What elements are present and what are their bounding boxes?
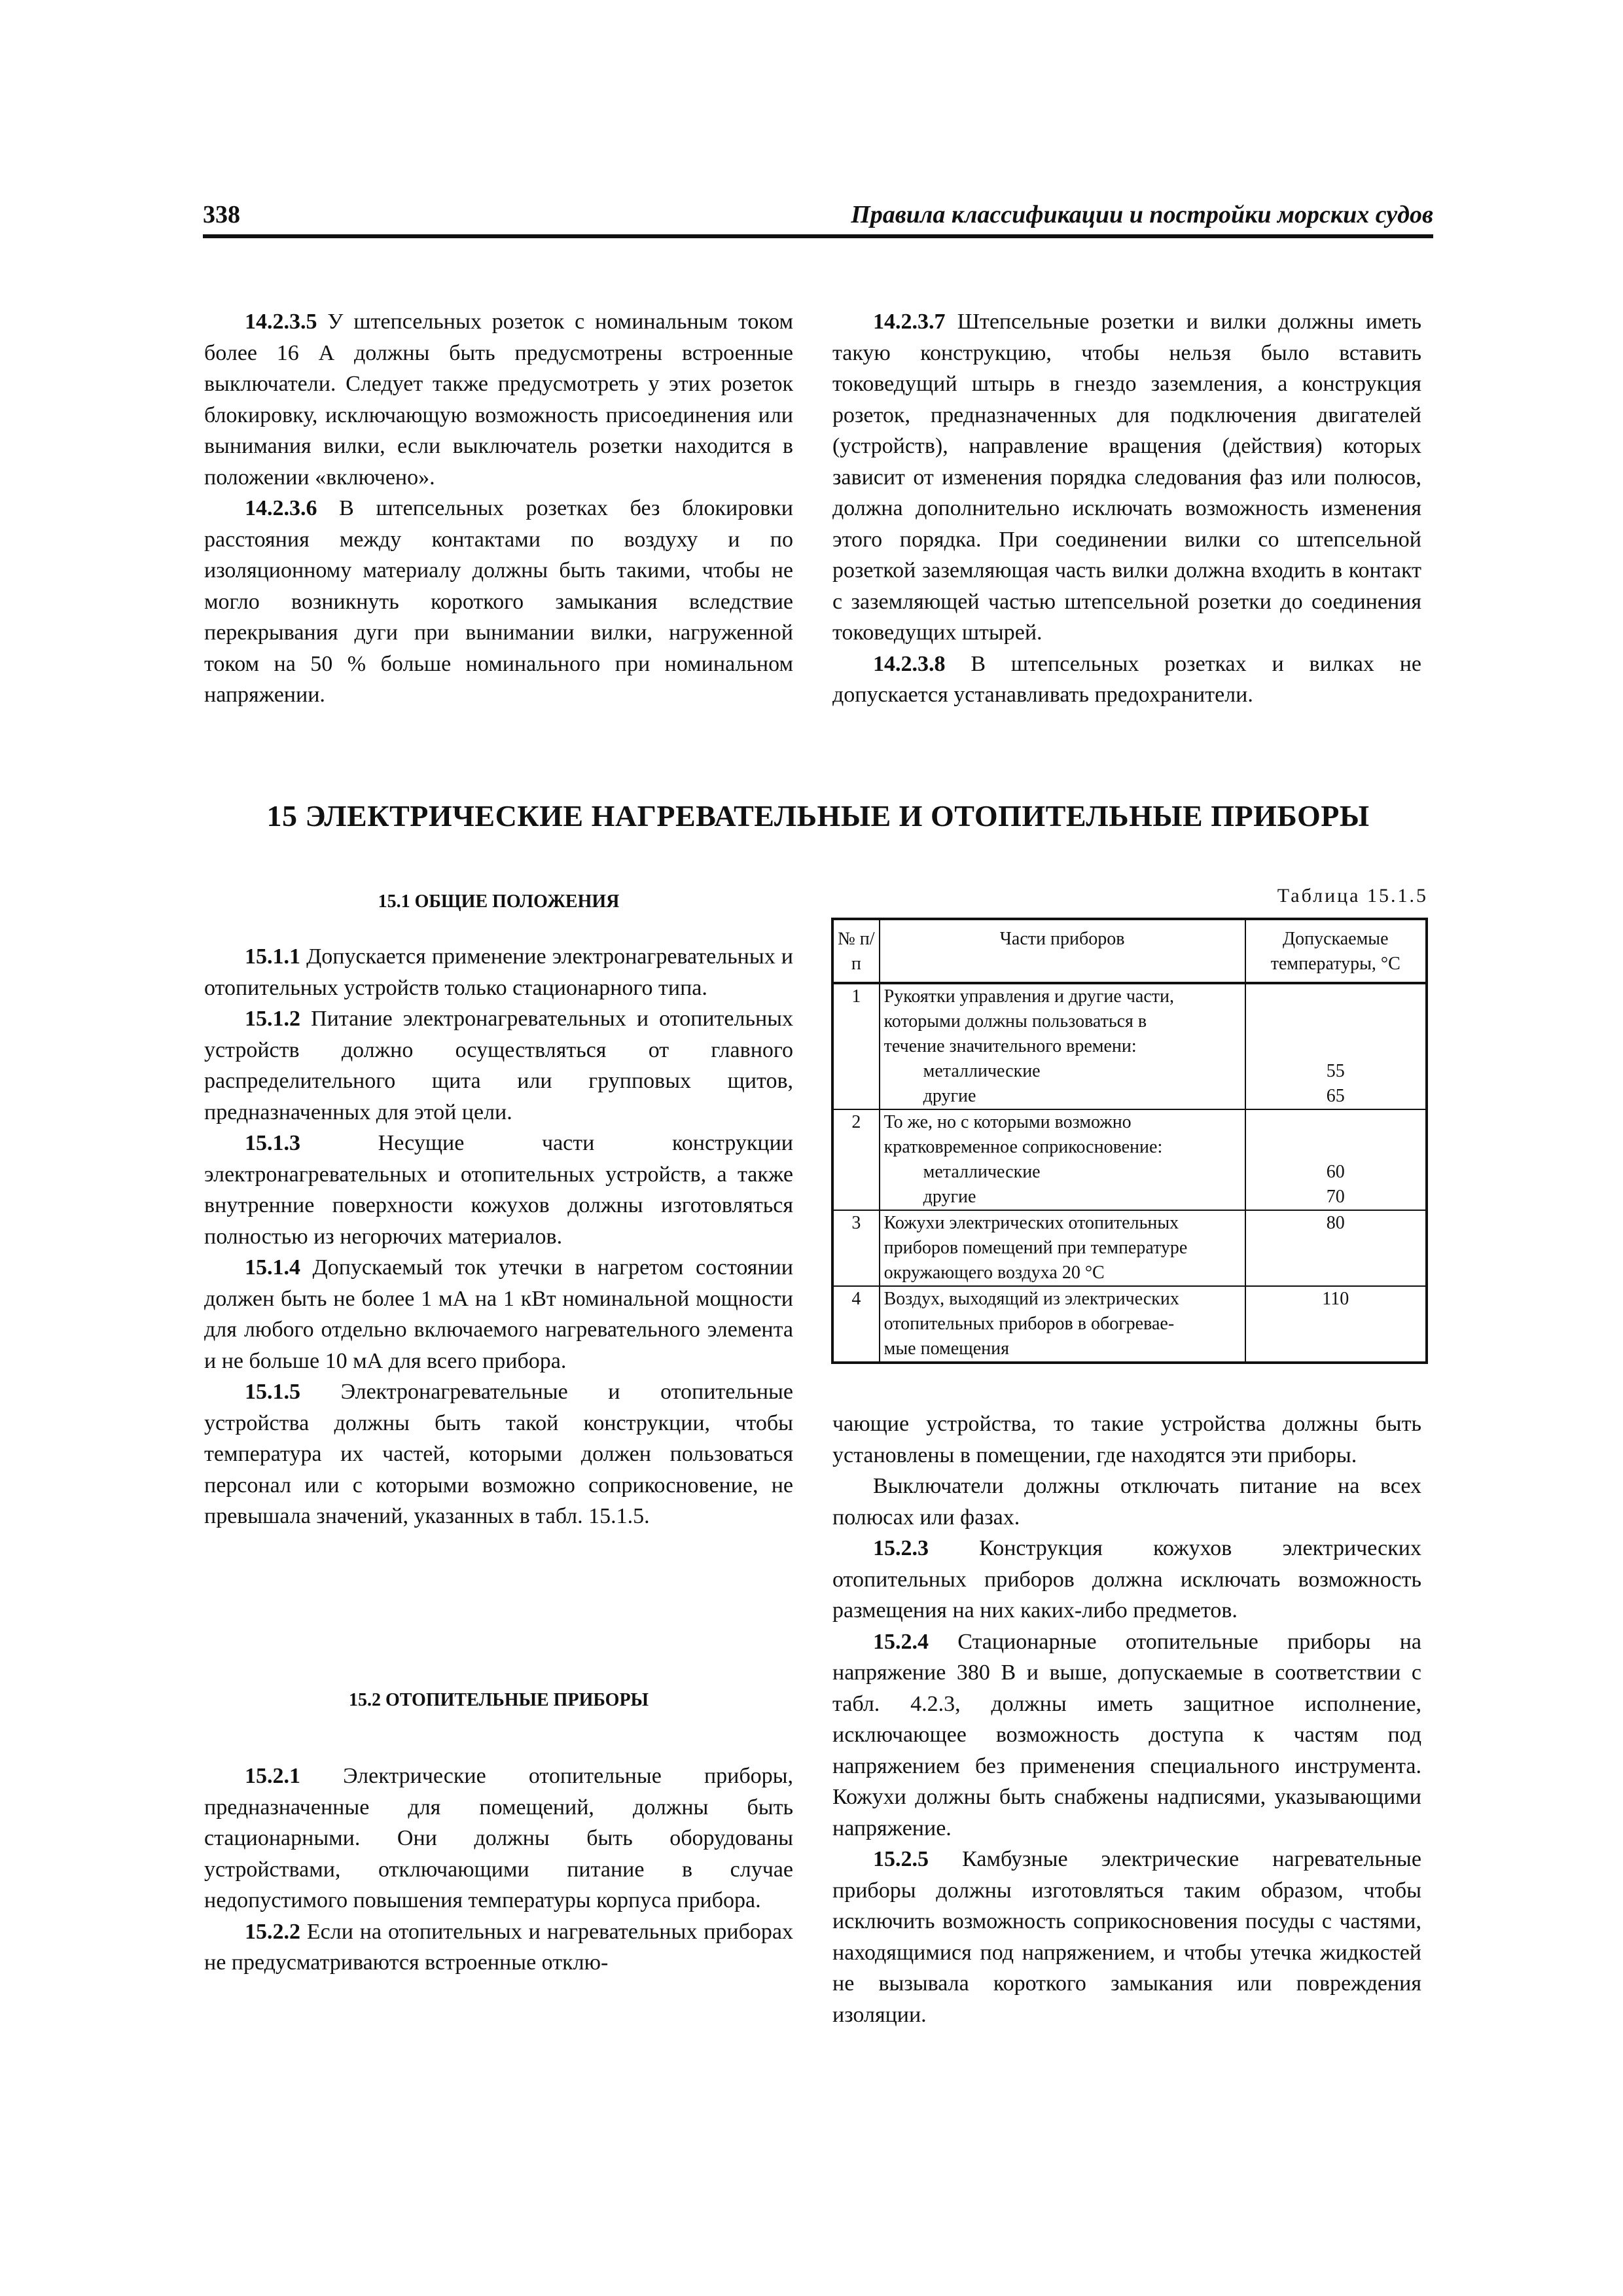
paragraph [204,1003,793,1128]
part-line: отопительных приборов в обогревае- [883,1314,1175,1334]
paragraph [204,1761,793,1916]
page-header [203,196,1433,237]
paragraph [204,306,793,493]
right-column-top [832,306,1421,711]
row-temperature [1245,1109,1427,1210]
row-number: 1 [832,983,880,1109]
temperature-value: 60 [1326,1162,1345,1182]
temperature-table [831,918,1428,1364]
subsection-heading-heaters: 15.2 ОТОПИТЕЛЬНЫЕ ПРИБОРЫ [348,1690,649,1710]
row-temperature [1245,1286,1427,1363]
paragraph [204,1128,793,1252]
paragraph [832,1626,1421,1844]
temperature-value [1250,1034,1421,1059]
paragraph [832,1408,1421,1471]
row-number: 2 [832,1109,880,1210]
part-line: Рукоятки управления и другие части, [883,986,1174,1007]
part-line: приборов помещений при температуре [883,1238,1188,1258]
paragraph-text: В штепсельных розетках без блокировки расстояния между контактами по воздуху и по изоляционному материалу должны быть такими, чтобы не могло возникнуть короткого замыкания вследствие перекрывания дуги при вынимании вилки, нагруженной током на 50 % больше номинального при номинальном напряжении. [204,496,793,707]
row-parts [880,1286,1245,1363]
part-line: Кожухи электрических отопительных [883,1213,1179,1233]
table-row [832,983,1427,1109]
table-row [832,1109,1427,1210]
clause-number: 14.2.3.5 [245,310,317,334]
clause-number: 15.1.4 [245,1255,300,1280]
paragraph-text: Питание электронагревательных и отопительных устройств должно осуществляться от главного распределительного щита или групповых щитов, предназначенных для этой цели. [204,1007,793,1124]
page-number: 338 [203,201,240,228]
row-number: 3 [832,1210,880,1286]
clause-number: 15.1.5 [245,1380,300,1404]
table-header-number: № п/п [832,919,880,983]
header-rule [203,234,1433,238]
paragraph-text: Стационарные отопительные приборы на напряжение 380 В и выше, допускаемые в соответствии с табл. 4.2.3, должны иметь защитное исполнение, исключающее возможность доступа к частям под напряжением без применения специального инструмента. Кожухи должны быть снабжены надписями, указывающими напряжение. [832,1629,1421,1840]
paragraph-text: Конструкция кожухов электрических отопительных приборов должна исключать возможность размещения на них каких-либо предметов. [832,1536,1421,1623]
temperature-value: 55 [1326,1061,1345,1081]
table-header-temperature: Допускаемые температуры, °С [1245,919,1427,983]
clause-number: 15.2.2 [245,1919,300,1944]
part-line: течение значительного времени: [883,1036,1137,1056]
table-header-parts: Части приборов [880,919,1245,983]
paragraph [204,1916,793,1979]
row-number: 4 [832,1286,880,1363]
paragraph-text: Штепсельные розетки и вилки должны иметь такую конструкцию, чтобы нельзя было вставить токоведущий штырь в гнездо заземления, а конструкция розеток, предназначенных для подключения двигателей (устройств), направление вращения (действия) которых зависит от изменения порядка следования фаз или полюсов, должна дополнительно исключать возможность изменения этого порядка. При соединении вилки со штепсельной розеткой заземляющая часть вилки должна входить в контакт с заземляющей частью штепсельной розетки до соединения токоведущих штырей. [832,310,1421,645]
paragraph [832,649,1421,711]
paragraph [832,306,1421,649]
part-line: Воздух, выходящий из электрических [883,1289,1179,1309]
temperature-value [1250,1336,1421,1361]
paragraph-text: Электронагревательные и отопительные устройства должны быть такой конструкции, чтобы температура их частей, которыми должен пользоваться персонал или с которыми возможно соприкосновение, не превышала значений, указанных в табл. 15.1.5. [204,1380,793,1528]
temperature-value: 110 [1322,1289,1349,1309]
part-line: мые помещения [883,1338,1010,1359]
part-line: которыми должны пользоваться в [883,1011,1147,1031]
row-parts [880,1210,1245,1286]
temperature-value: 65 [1326,1086,1345,1106]
table-row [832,1286,1427,1363]
paragraph-text: Электрические отопительные приборы, предназначенные для помещений, должны быть стационарными. Они должны быть оборудованы устройствами, отключающими питание в случае недопустимого повышения температуры корпуса прибора. [204,1764,793,1912]
part-line: металлические [923,1162,1041,1182]
clause-number: 15.2.3 [873,1536,929,1560]
paragraph-text: В штепсельных розетках и вилках не допускается устанавливать предохранители. [832,651,1421,707]
paragraph [832,1533,1421,1626]
clause-number: 15.2.5 [873,1847,929,1871]
clause-number: 14.2.3.6 [245,496,317,520]
part-line: другие [923,1086,976,1106]
left-column-top [204,306,793,711]
paragraph-text: Если на отопительных и нагревательных приборах не предусматриваются встроенные отклю- [204,1919,793,1975]
table-row [832,1210,1427,1286]
temperature-value [1250,1236,1421,1261]
clause-number: 15.1.3 [245,1131,300,1155]
paragraph-text: У штепсельных розеток с номинальным током более 16 А должны быть предусмотрены встроенные выключатели. Следует также предусмотреть у этих розеток блокировку, исключающую возможность присоединения или вынимания вилки, если выключатель розетки находится в положении «включено». [204,310,793,490]
temperature-value: 70 [1326,1187,1345,1207]
temperature-value [1250,1261,1421,1285]
paragraph [832,1844,1421,2030]
part-line: То же, но с которыми возможно [883,1112,1132,1132]
paragraph-text: чающие устройства, то такие устройства должны быть установлены в помещении, где находятся эти приборы. [832,1412,1421,1467]
paragraph-text: Допускаемый ток утечки в нагретом состоянии должен быть не более 1 мА на 1 кВт номинальной мощности для любого отдельно включаемого нагревательного элемента и не больше 10 мА для всего прибора. [204,1255,793,1373]
temperature-value [1250,1110,1421,1135]
section-heading: 15 ЭЛЕКТРИЧЕСКИЕ НАГРЕВАТЕЛЬНЫЕ И ОТОПИТЕЛЬНЫЕ ПРИБОРЫ [266,799,1370,833]
row-parts [880,983,1245,1109]
paragraph [204,1252,793,1376]
paragraph-text: Несущие части конструкции электронагревательных и отопительных устройств, а также внутренние поверхности кожухов должны изготовляться полностью из негорючих материалов. [204,1131,793,1249]
temperature-value: 80 [1326,1213,1345,1233]
temperature-value [1250,1312,1421,1336]
part-line: кратковременное соприкосновение: [883,1137,1163,1157]
row-temperature [1245,983,1427,1109]
paragraph [204,1376,793,1532]
part-line: металлические [923,1061,1041,1081]
clause-number: 14.2.3.7 [873,310,946,334]
paragraph-text: Камбузные электрические нагревательные приборы должны изготовляться таким образом, чтобы исключить возможность соприкосновения посуды с частями, находящимися под напряжением, и чтобы утечка жидкостей не вызывала короткого замыкания или повреждения изоляции. [832,1847,1421,2027]
row-temperature [1245,1210,1427,1286]
running-title: Правила классификации и постройки морских судов [851,201,1433,228]
right-column-bottom [832,1408,1421,2030]
left-column-middle [204,941,793,1532]
part-line: окружающего воздуха 20 °С [883,1263,1105,1283]
part-line: другие [923,1187,976,1207]
left-column-bottom [204,1761,793,1979]
row-parts [880,1109,1245,1210]
clause-number: 15.1.2 [245,1007,300,1031]
clause-number: 15.2.4 [873,1629,929,1654]
temperature-value [1250,1135,1421,1160]
table-caption: Таблица 15.1.5 [1277,885,1428,906]
clause-number: 15.1.1 [245,944,300,969]
paragraph-text: Допускается применение электронагревательных и отопительных устройств только стационарного типа. [204,944,793,1000]
paragraph [204,493,793,711]
paragraph [204,941,793,1003]
paragraph [832,1471,1421,1533]
clause-number: 15.2.1 [245,1764,300,1788]
temperature-value [1250,1009,1421,1034]
subsection-heading-general: 15.1 ОБЩИЕ ПОЛОЖЕНИЯ [378,891,620,912]
paragraph-text: Выключатели должны отключать питание на всех полюсах или фазах. [832,1474,1421,1530]
clause-number: 14.2.3.8 [873,651,946,676]
temperature-value [1250,984,1421,1009]
